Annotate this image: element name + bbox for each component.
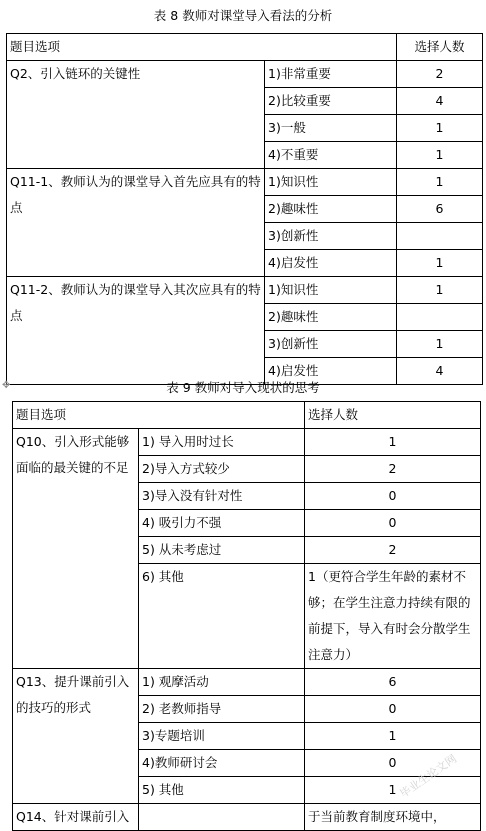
- table9-question: Q10、引入形式能够面临的最关键的不足: [13, 429, 139, 669]
- table9-count: 2: [305, 456, 481, 483]
- table9-option: 6) 其他: [139, 564, 305, 669]
- table9-count: 于当前教育制度环境中，: [305, 804, 481, 831]
- table8-count: 1: [397, 331, 483, 358]
- table9-count: 1: [305, 723, 481, 750]
- table9-count: 0: [305, 750, 481, 777]
- table8-count: 2: [397, 61, 483, 88]
- table9-count: 2: [305, 537, 481, 564]
- table8-option: 4)启发性: [265, 250, 397, 277]
- table8-option: 1)知识性: [265, 277, 397, 304]
- table8: [6, 33, 483, 385]
- table9-question: Q14、针对课前引入: [13, 804, 139, 831]
- table8-option: 3)一般: [265, 115, 397, 142]
- table9-option: 1) 观摩活动: [139, 669, 305, 696]
- watermark: 毕业生论文网: [397, 752, 460, 801]
- table9-option: 4)教师研讨会: [139, 750, 305, 777]
- table9-option: 1) 导入用时过长: [139, 429, 305, 456]
- table8-count: 1: [397, 142, 483, 169]
- table9: [12, 401, 481, 831]
- table8-option: 3)创新性: [265, 331, 397, 358]
- table9-question: Q13、提升课前引入的技巧的形式: [13, 669, 139, 804]
- table9-option: 3)专题培训: [139, 723, 305, 750]
- table8-count: 1: [397, 115, 483, 142]
- table8-question: Q11-1、教师认为的课堂导入首先应具有的特点: [7, 169, 265, 277]
- table8-question: Q11-2、教师认为的课堂导入其次应具有的特点: [7, 277, 265, 385]
- table9-option: 5) 其他: [139, 777, 305, 804]
- table8-option: 1)知识性: [265, 169, 397, 196]
- table9-option: 5) 从未考虑过: [139, 537, 305, 564]
- table9-count: 0: [305, 483, 481, 510]
- table8-count: 4: [397, 88, 483, 115]
- table8-option: 1)非常重要: [265, 61, 397, 88]
- table9-caption: 表 9 教师对导入现状的思考: [166, 380, 320, 395]
- table8-option: 4)不重要: [265, 142, 397, 169]
- table8-header-topic: 题目选项: [7, 34, 397, 61]
- table8-option: 4)启发性: [265, 358, 397, 385]
- table9-count: 1: [305, 429, 481, 456]
- table9-header-count: 选择人数: [305, 402, 481, 429]
- table8-count: [397, 304, 483, 331]
- table9-option: [139, 804, 305, 831]
- table8-count: 6: [397, 196, 483, 223]
- table8-count: 1: [397, 250, 483, 277]
- table9-count: 1（更符合学生年龄的素材不够；在学生注意力持续有限的前提下，导入有时会分散学生注意力）: [305, 564, 481, 669]
- table9-header-topic: 题目选项: [13, 402, 305, 429]
- table9-count: 6: [305, 669, 481, 696]
- table9-count: 0: [305, 696, 481, 723]
- table8-option: 2)趣味性: [265, 196, 397, 223]
- table9-option: 2)导入方式较少: [139, 456, 305, 483]
- table8-option: 2)趣味性: [265, 304, 397, 331]
- table8-count: 1: [397, 277, 483, 304]
- table8-count: 1: [397, 169, 483, 196]
- table8-header-count: 选择人数: [397, 34, 483, 61]
- table8-option: 2)比较重要: [265, 88, 397, 115]
- table8-option: 3)创新性: [265, 223, 397, 250]
- table8-caption: 表 8 教师对课堂导入看法的分析: [153, 8, 333, 23]
- table9-option: 3)导入没有针对性: [139, 483, 305, 510]
- table8-question: Q2、引入链环的关键性: [7, 61, 265, 169]
- table9-option: 2) 老教师指导: [139, 696, 305, 723]
- table8-count: 4: [397, 358, 483, 385]
- table9-count: 0: [305, 510, 481, 537]
- move-handle-icon[interactable]: ✥: [2, 380, 11, 391]
- table8-count: [397, 223, 483, 250]
- table9-option: 4) 吸引力不强: [139, 510, 305, 537]
- table9-count: 1: [305, 777, 481, 804]
